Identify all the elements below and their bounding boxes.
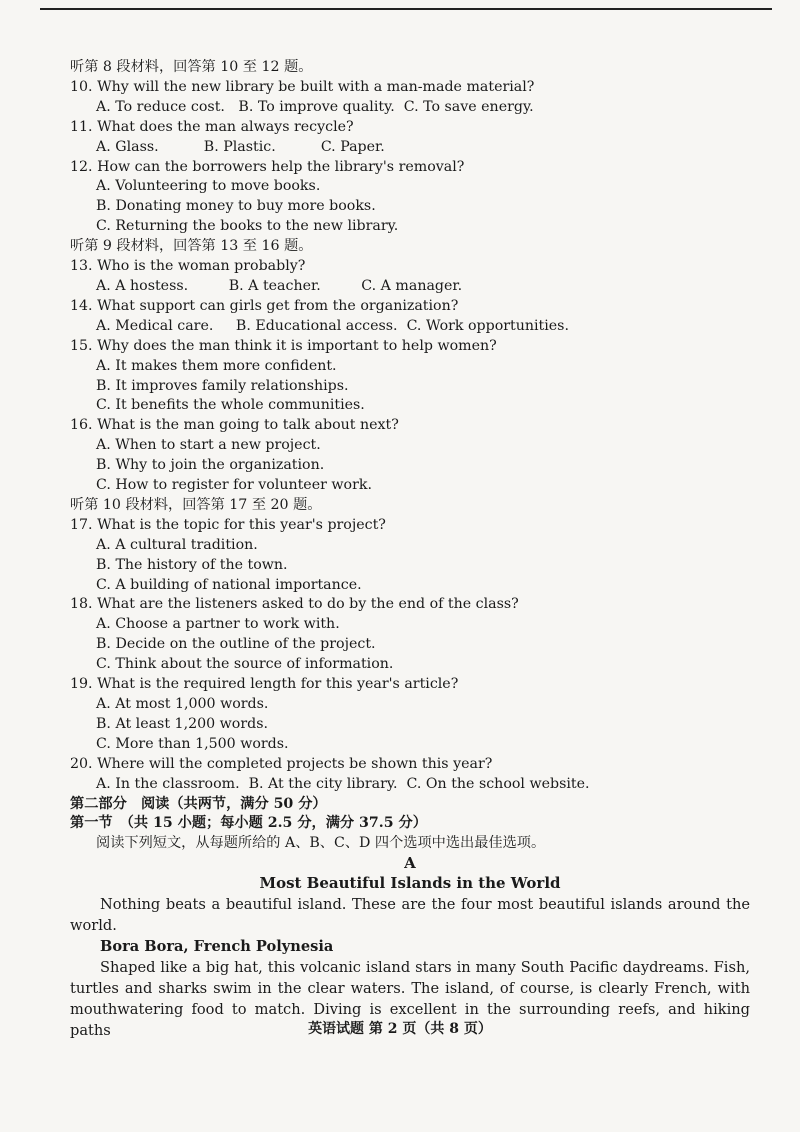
option-12c: C. Returning the books to the new library.: [96, 218, 399, 235]
options-10: A. To reduce cost. B. To improve quality. C. To save energy.: [96, 98, 534, 115]
option-15c: C. It benefits the whole communities.: [96, 397, 365, 414]
option-19b: B. At least 1,200 words.: [96, 715, 269, 732]
options-11: A. Glass. B. Plastic. C. Paper.: [96, 138, 385, 155]
reading-instruction: 阅读下列短文，从每题所给的 A、B、C、D 四个选项中选出最佳选项。: [96, 835, 546, 852]
question-16: 16. What is the man going to talk about next?: [70, 417, 399, 434]
question-13: 13. Who is the woman probably?: [70, 258, 306, 275]
top-rule: [40, 8, 772, 10]
passage-body: Shaped like a big hat, this volcanic island stars in many South Pacific daydreams. Fish, turtles and sharks swim in the clear waters. The island, of course, is clearly French, with mouthwatering food to match. Diving is excellent in the surrounding reefs, and hiking paths: [70, 959, 750, 1040]
question-20: 20. Where will the completed projects be shown this year?: [70, 755, 493, 772]
option-15b: B. It improves family relationships.: [96, 377, 349, 394]
options-13: A. A hostess. B. A teacher. C. A manager.: [96, 277, 463, 294]
options-14: A. Medical care. B. Educational access. C. Work opportunities.: [96, 317, 569, 334]
question-18: 18. What are the listeners asked to do by the end of the class?: [70, 596, 519, 613]
part-two-heading: 第二部分 阅读（共两节，满分 50 分）: [70, 795, 327, 812]
question-19: 19. What is the required length for this year's article?: [70, 676, 459, 693]
option-12b: B. Donating money to buy more books.: [96, 198, 376, 215]
passage-letter: A: [404, 854, 416, 873]
options-20: A. In the classroom. B. At the city library. C. On the school website.: [96, 775, 590, 792]
option-17b: B. The history of the town.: [96, 556, 288, 573]
question-11: 11. What does the man always recycle?: [70, 118, 354, 135]
section-instruction: 听第 8 段材料，回答第 10 至 12 题。: [70, 59, 313, 75]
question-10: 10. Why will the new library be built with a man-made material?: [70, 78, 535, 95]
option-15a: A. It makes them more confident.: [96, 357, 337, 374]
option-17a: A. A cultural tradition.: [96, 536, 258, 553]
option-18c: C. Think about the source of information.: [96, 656, 394, 673]
passage-intro: Nothing beats a beautiful island. These are the four most beautiful islands around the world.: [70, 896, 750, 935]
question-17: 17. What is the topic for this year's project?: [70, 516, 386, 533]
option-18a: A. Choose a partner to work with.: [96, 616, 340, 633]
section-instruction: 听第 9 段材料，回答第 13 至 16 题。: [70, 238, 313, 255]
section-one-heading: 第一节 （共 15 小题；每小题 2.5 分，满分 37.5 分）: [70, 815, 427, 832]
option-16b: B. Why to join the organization.: [96, 457, 325, 474]
option-16a: A. When to start a new project.: [96, 437, 321, 454]
passage-subtitle: Bora Bora, French Polynesia: [100, 938, 334, 956]
exam-page: [70, 58, 750, 1041]
passage-title: Most Beautiful Islands in the World: [259, 874, 561, 893]
section-instruction: 听第 10 段材料，回答第 17 至 20 题。: [70, 496, 322, 513]
option-12a: A. Volunteering to move books.: [96, 178, 321, 195]
question-15: 15. Why does the man think it is important to help women?: [70, 337, 497, 354]
page-footer: 英语试题 第 2 页（共 8 页）: [308, 1021, 492, 1037]
option-17c: C. A building of national importance.: [96, 576, 362, 593]
option-19a: A. At most 1,000 words.: [96, 696, 269, 712]
option-19c: C. More than 1,500 words.: [96, 735, 289, 752]
option-18b: B. Decide on the outline of the project.: [96, 636, 376, 653]
option-16c: C. How to register for volunteer work.: [96, 477, 372, 494]
question-14: 14. What support can girls get from the organization?: [70, 297, 459, 314]
question-12: 12. How can the borrowers help the library's removal?: [70, 158, 465, 175]
